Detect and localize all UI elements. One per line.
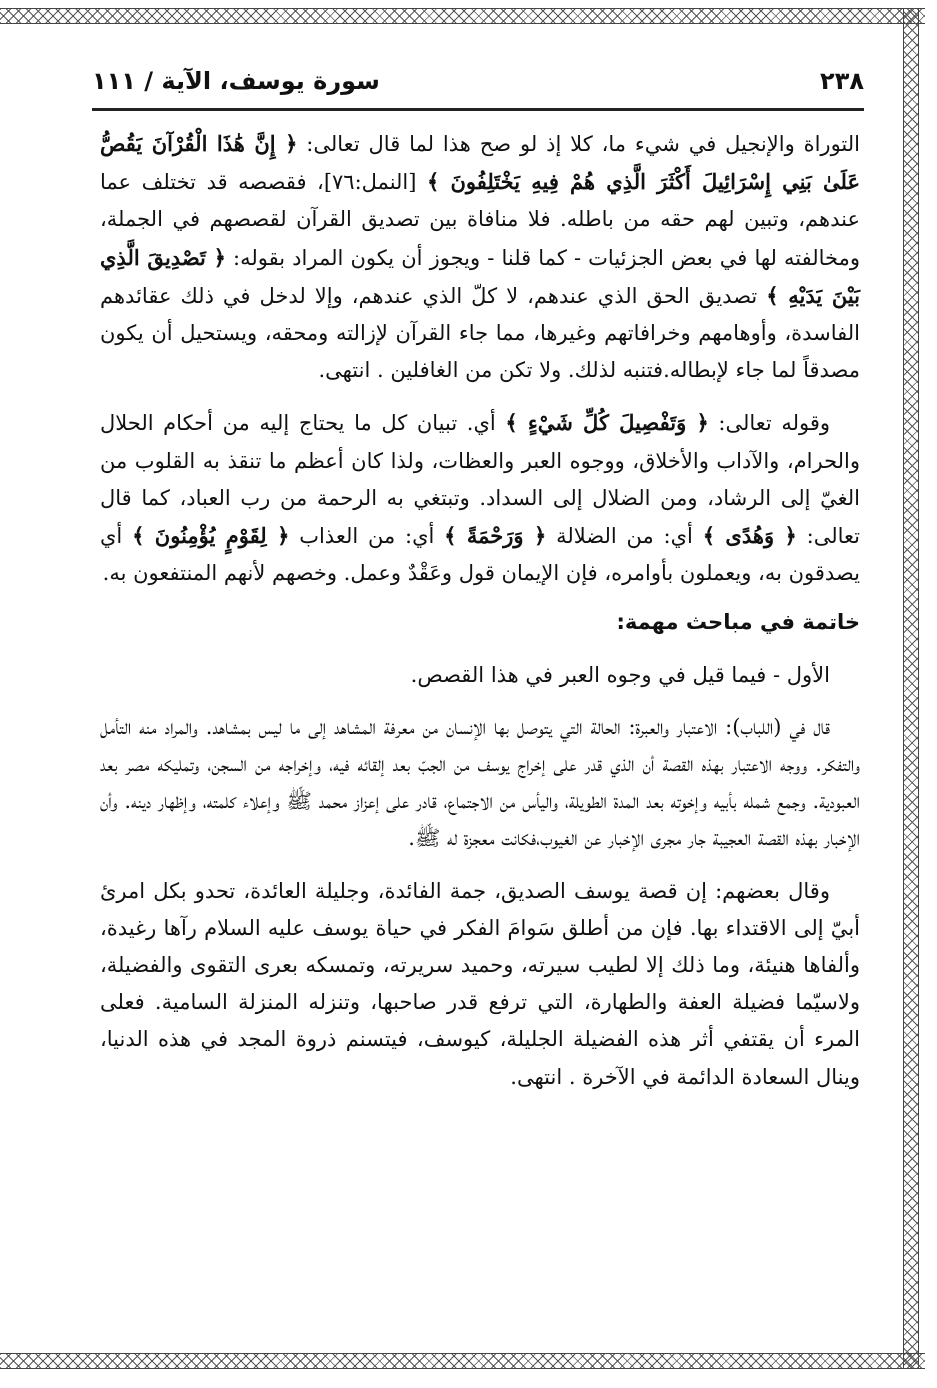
quran-verse: ﴿ لِقَوْمٍ يُؤْمِنُونَ ﴾: [132, 523, 290, 549]
ornamental-border-top: [0, 8, 925, 24]
page-header: [92, 58, 864, 104]
paragraph-text: [النمل:٧٦]، فقصصه قد تختلف عما عندهم، وتبين لهم حقه من باطله. فلا منافاة بين تصديق القرآن لقصصهم في الجملة، ومخالفته لها في بعض الجزئيات - كما قلنا - ويجوز أن يكون المراد بقوله:: [100, 170, 860, 270]
quran-verse: ﴿ إِنَّ هَٰذَا الْقُرْآنَ يَقُصُّ عَلَىٰ بَنِي إِسْرَائِيلَ أَكْثَرَ الَّذِي هُمْ فِيهِ يَخْتَلِفُونَ ﴾: [100, 131, 860, 195]
paragraph-detail-of-everything: [100, 404, 860, 592]
paragraph-text: التوراة والإنجيل في شيء ما، كلا إذ لو صح هذا لما قال تعالى:: [297, 132, 860, 156]
paragraph-text: تصديق الحق الذي عندهم، لا كلّ الذي عندهم، وإلا لدخل في ذلك عقائدهم الفاسدة، وأوهامهم وخرافاتهم وغيرها، مما جاء القرآن لإزالته ومحقه، ويستحيل أن يكون مصدقاً لما جاء لإبطاله.فتنبه لذلك. ولا تكن من الغافلين . انتهى.: [100, 283, 860, 383]
paragraph-text: وقوله تعالى:: [708, 411, 831, 436]
quran-verse: ﴿ وَهُدًى ﴾: [702, 523, 797, 549]
ornamental-border-right: [903, 8, 919, 1369]
quran-verse: ﴿ وَتَفْصِيلَ كُلِّ شَيْءٍ ﴾: [505, 410, 709, 436]
paragraph-text: أي يصدقون به، ويعملون بأوامره، فإن الإيمان قول وعَقْدٌ وعمل. وخصهم لأنهم المنتفعون به.: [100, 524, 860, 586]
paragraph-quran-narratives: [100, 125, 860, 389]
quran-verse: ﴿ وَرَحْمَةً ﴾: [444, 523, 547, 549]
section-heading: خاتمة في مباحث مهمة:: [616, 610, 860, 635]
paragraph-text: أي: من العذاب: [289, 524, 445, 549]
running-title: سورة يوسف، الآية / ١١١: [92, 67, 380, 95]
paragraph-lubab-quote: قال في (اللباب): الاعتبار والعبرة: الحالة التي يتوصل بها الإنسان من معرفة المشاهد إلى ما ليس بمشاهد. والمراد منه التأمل والتفكر. ووجه الاعتبار بهذه القصة أن الذي قدر على إخراج يوسف من الجبّ بعد إلقائه فيه، وإخراجه من السجن، وتمليكه مصر بعد العبودية. وجمع شمله بأبيه وإخوته بعد المدة الطويلة، واليأس من الاجتماع، قادر على إعزاز محمد ﷺ وإعلاء كلمته، وإظهار دينه. وأن الإخبار بهذه القصة العجيبة جار مجرى الإخبار عن الغيوب،فكانت معجزة له ﷺ.: [100, 714, 860, 851]
paragraph-text: أي. تبيان كل ما يحتاج إليه من أحكام الحلال والحرام، والآداب والأخلاق، ووجوه العبر والعظات، ولذا كان أعظم ما تنقذ به القلوب من الغيّ إلى الرشاد، ومن الضلال إلى السداد. وتبتغي به الرحمة من رب العباد، كما قال تعالى:: [100, 411, 860, 549]
ornamental-border-bottom: [0, 1353, 925, 1369]
quran-verse: ﴿ تَصْدِيقَ الَّذِي بَيْنَ يَدَيْهِ ﴾: [100, 244, 860, 308]
header-divider: [92, 108, 864, 111]
page-number: ٢٣٨: [820, 67, 864, 95]
page-body: [100, 125, 860, 1096]
first-point: الأول - فيما قيل في وجوه العبر في هذا القصص.: [410, 662, 830, 687]
paragraph-virtue-of-yusuf: وقال بعضهم: إن قصة يوسف الصديق، جمة الفائدة، وجليلة العائدة، تحدو بكل امرئ أبيّ إلى الاقتداء بها. فإن من أطلق سَوامَ الفكر في حياة يوسف عليه السلام رآها رغيدة، وألفاها هنيئة، وما ذلك إلا لطيب سيرته، وحميد سريرته، وتمسكه بعرى التقوى والفضيلة، ولاسيّما فضيلة العفة والطهارة، التي ترفع قدر صاحبها، وتنزله المنزلة السامية. فعلى المرء أن يقتفي أثر هذه الفضيلة الجليلة، كيوسف، فيتسنم ذروة المجد في هذه الدنيا، وينال السعادة الدائمة في الآخرة . انتهى.: [100, 878, 860, 1089]
paragraph-text: أي: من الضلالة: [546, 524, 703, 549]
